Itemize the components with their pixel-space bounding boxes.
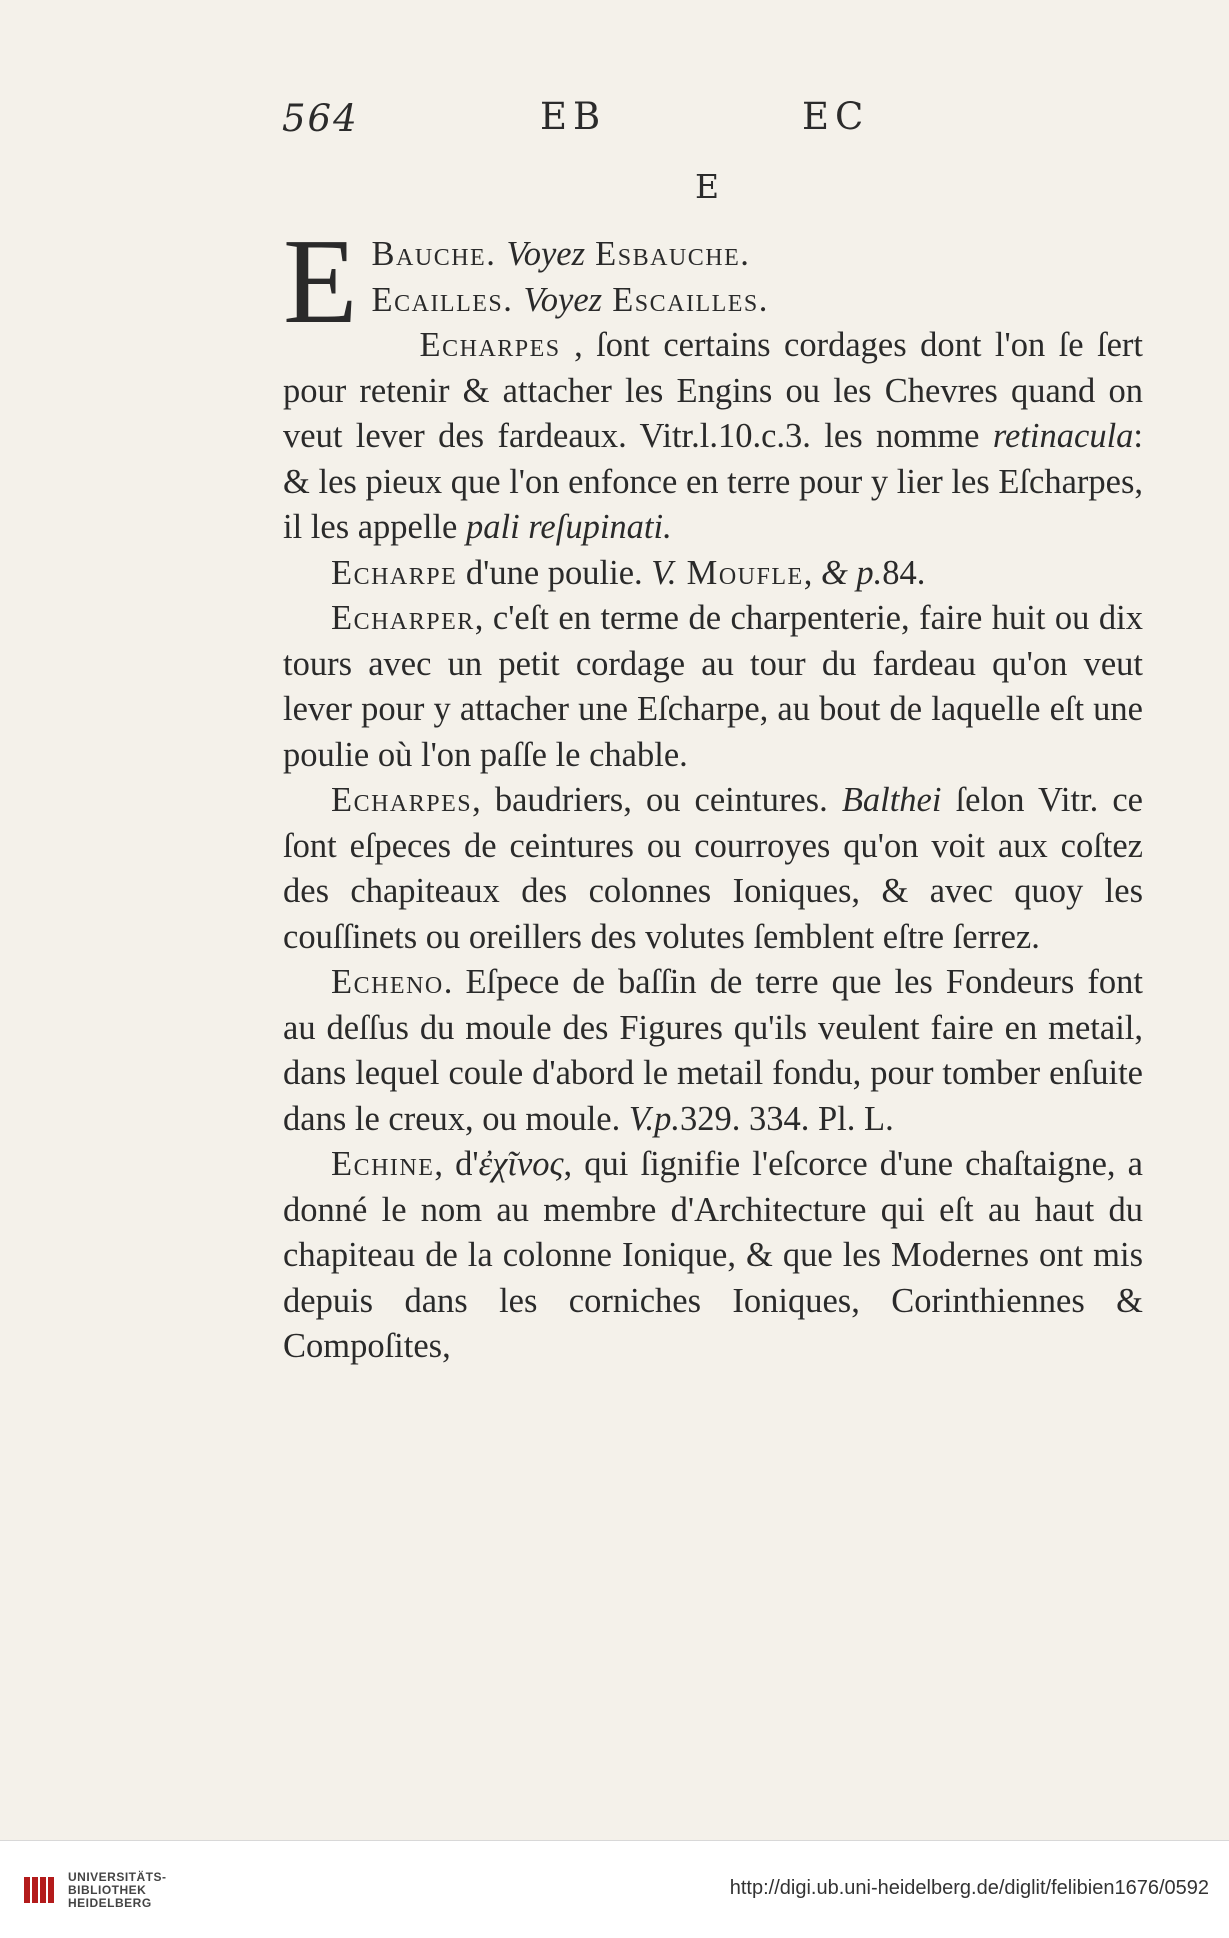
- italic-text: Voyez: [506, 235, 586, 273]
- dictionary-entry: [283, 323, 1143, 551]
- entry-headword: Bauche.: [371, 235, 507, 273]
- entry-text: , baudriers, ou ceintures.: [472, 781, 842, 819]
- library-logo-icon: [22, 1873, 56, 1907]
- section-letter: E: [695, 167, 720, 206]
- entry-text: 329. 334. Pl. L.: [680, 1099, 894, 1138]
- drop-cap: E: [283, 214, 358, 349]
- italic-text: V.: [651, 553, 677, 592]
- entry-text: , qui ſignifie l'eſcorce d'une chaſtaigne, a donné le nom au membre d'Architecture qui eſt au haut du chapiteau de la colonne Ionique, & que les Modernes ont mis depuis dans les corniches Ioniques, Corinthiennes & Compoſites,: [283, 1145, 1143, 1365]
- italic-text: Voyez: [523, 280, 603, 319]
- entry-headword: Esbauche.: [585, 235, 751, 273]
- entry-headword: Ecailles.: [371, 280, 524, 319]
- dictionary-entry: [283, 960, 1143, 1142]
- logo-line-2: BIBLIOTHEK: [68, 1883, 147, 1897]
- entry-headword: Moufle: [676, 553, 804, 592]
- entry-text: 84.: [882, 553, 926, 592]
- footer-bar: [0, 1840, 1229, 1938]
- running-head: [282, 95, 1142, 141]
- entry-headword: Echeno: [331, 963, 444, 1001]
- entry-headword: Echarpes: [331, 781, 473, 819]
- entry-text: : & les pieux que l'on enfonce en terre pour y lier les Eſcharpes, il les appelle: [283, 417, 1143, 546]
- dictionary-entry: [283, 551, 1143, 597]
- dictionary-entry: [283, 1142, 1143, 1370]
- dictionary-entry: [283, 778, 1143, 960]
- dictionary-entry: [283, 596, 1143, 778]
- entry-headword: Escailles.: [602, 280, 769, 319]
- entry-headword: Echarpes: [419, 326, 561, 364]
- italic-text: & p.: [820, 553, 883, 592]
- logo-line-1: UNIVERSITÄTS-: [68, 1870, 167, 1884]
- entry-text: , c'eſt en terme de charpenterie, faire huit ou dix tours avec un petit cordage au tour du fardeau qu'on veut lever pour y attacher une Eſcharpe, au bout de laquelle eſt une poulie où l'on paſſe le chable.: [283, 599, 1143, 774]
- dictionary-entry: [283, 232, 1143, 278]
- running-head-left: EB: [540, 95, 607, 138]
- library-logo-text: [68, 1871, 167, 1910]
- italic-text: ἐχῖνος: [478, 1145, 564, 1183]
- entry-headword: Echarper: [331, 599, 475, 637]
- dictionary-text: [283, 214, 1143, 1370]
- entry-text: ,: [803, 553, 821, 592]
- entry-text: , d': [434, 1145, 479, 1183]
- entry-text: ſelon Vitr. ce ſont eſpeces de ceintures ou courroyes qu'on voit aux coſtez des chapiteaux des colonnes Ioniques, & avec quoy les couſſinets ou oreillers des volutes ſemblent eſtre ſerrez.: [283, 781, 1143, 956]
- italic-text: pali reſupinati.: [465, 508, 672, 546]
- italic-text: V.p.: [628, 1099, 680, 1138]
- italic-text: retinacula: [992, 417, 1134, 455]
- logo-line-3: HEIDELBERG: [68, 1896, 152, 1910]
- entry-headword: Echarpe: [331, 553, 458, 592]
- entry-text: d'une poulie.: [457, 553, 652, 592]
- entry-headword: Echine: [331, 1145, 435, 1183]
- italic-text: Balthei: [841, 781, 942, 819]
- page-number: 564: [282, 97, 359, 140]
- dictionary-entry: [283, 278, 1143, 324]
- entry-text: , ſont certains cordages dont l'on ſe ſert pour retenir & attacher les Engins ou les Chevres quand on veut lever des fardeaux. Vitr.l.10.c.3. les nomme: [283, 326, 1143, 455]
- entry-text: . Eſpece de baſſin de terre que les Fondeurs font au deſſus du moule des Figures qu'ils veulent faire en metail, dans lequel coule d'abord le metail fondu, pour tomber enſuite dans le creux, ou moule.: [283, 963, 1143, 1138]
- running-head-right: EC: [802, 95, 870, 138]
- source-url-link[interactable]: http://digi.ub.uni-heidelberg.de/diglit/felibien1676/0592: [729, 1877, 1209, 1899]
